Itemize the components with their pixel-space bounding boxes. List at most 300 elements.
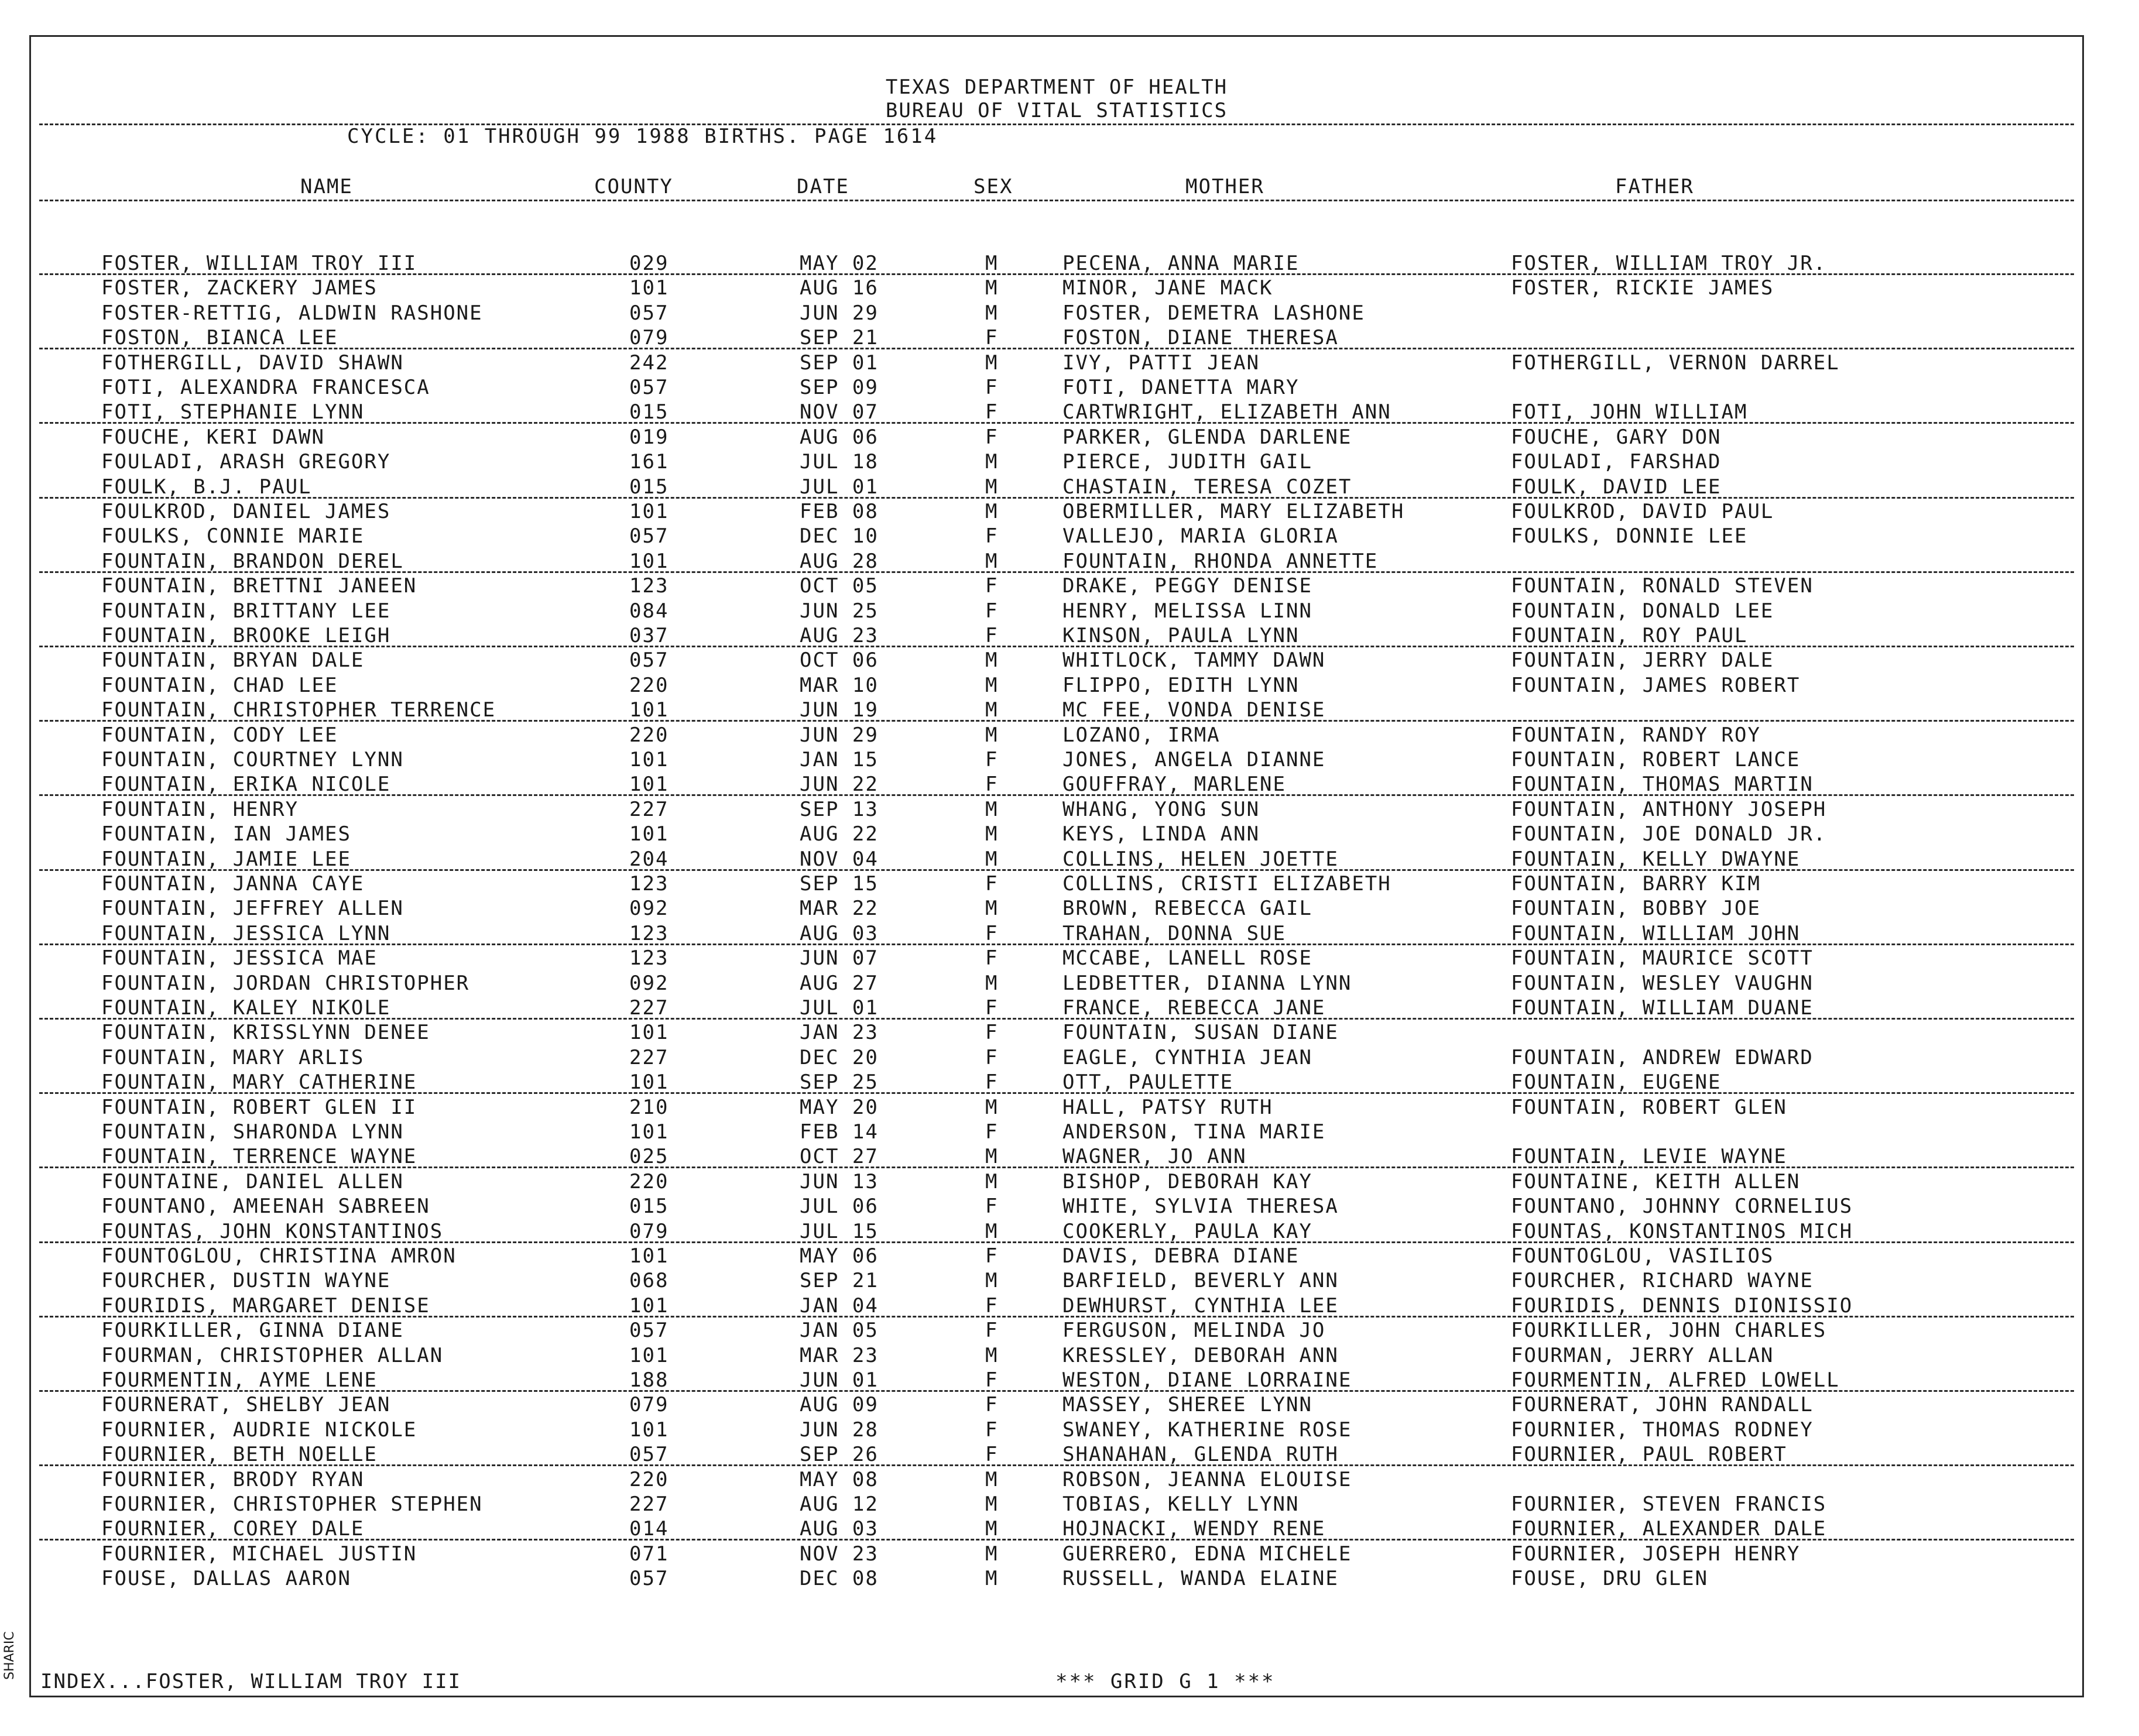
cycle-line: CYCLE: 01 THROUGH 99 1988 BIRTHS. PAGE 1614 (347, 125, 938, 148)
cell-sex: F (985, 624, 999, 647)
cell-mother: WHITLOCK, TAMMY DAWN (1062, 649, 1326, 673)
cell-date: AUG 12 (800, 1493, 879, 1516)
cell-mother: WAGNER, JO ANN (1062, 1145, 1247, 1169)
cell-mother: COOKERLY, PAULA KAY (1062, 1219, 1312, 1243)
table-row (31, 599, 2082, 623)
col-header-mother: MOTHER (1185, 175, 1264, 198)
cell-name: FOURIDIS, MARGARET DENISE (101, 1294, 430, 1318)
table-row (31, 946, 2082, 970)
cell-mother: FRANCE, REBECCA JANE (1062, 996, 1326, 1020)
table-row (31, 1368, 2082, 1392)
cell-county: 057 (629, 1443, 669, 1467)
cell-date: MAR 10 (800, 673, 879, 697)
cell-county: 220 (629, 1467, 669, 1491)
cell-sex: F (985, 1368, 999, 1392)
cell-father: FOURMENTIN, ALFRED LOWELL (1511, 1368, 1840, 1392)
cell-name: FOURNERAT, SHELBY JEAN (101, 1393, 391, 1417)
cell-name: FOULK, B.J. PAUL (101, 475, 312, 499)
cell-father: FOULKROD, DAVID PAUL (1511, 500, 1774, 523)
cell-county: 101 (629, 500, 669, 523)
cell-mother: FOTI, DANETTA MARY (1062, 376, 1300, 399)
cell-sex: M (985, 1467, 999, 1491)
cell-mother: FOSTER, DEMETRA LASHONE (1062, 301, 1365, 325)
cell-name: FOUNTAIN, MARY CATHERINE (101, 1071, 417, 1095)
cell-date: AUG 27 (800, 971, 879, 995)
cell-name: FOURMAN, CHRISTOPHER ALLAN (101, 1343, 444, 1367)
cell-date: JUN 19 (800, 698, 879, 722)
cell-name: FOURNIER, AUDRIE NICKOLE (101, 1418, 417, 1442)
cell-mother: WESTON, DIANE LORRAINE (1062, 1368, 1352, 1392)
row-group-rule (39, 1167, 2074, 1168)
table-row (31, 375, 2082, 400)
document-frame (29, 35, 2084, 1697)
cell-mother: MCCABE, LANELL ROSE (1062, 946, 1312, 970)
row-group-rule (39, 1390, 2074, 1392)
cell-name: FOSTER, ZACKERY JAMES (101, 276, 378, 300)
table-row (31, 896, 2082, 921)
cell-sex: M (985, 1567, 999, 1591)
cell-mother: OTT, PAULETTE (1062, 1071, 1234, 1095)
cell-date: SEP 25 (800, 1071, 879, 1095)
cell-date: MAY 20 (800, 1095, 879, 1119)
table-row (31, 1566, 2082, 1591)
cell-county: 101 (629, 1021, 669, 1045)
cell-mother: MC FEE, VONDA DENISE (1062, 698, 1326, 722)
cell-father: FOUNTAIN, ROBERT GLEN (1511, 1095, 1787, 1119)
cell-father: FOSTER, WILLIAM TROY JR. (1511, 252, 1827, 275)
cell-date: FEB 08 (800, 500, 879, 523)
cell-mother: FOUNTAIN, SUSAN DIANE (1062, 1021, 1339, 1045)
cell-name: FOULKS, CONNIE MARIE (101, 524, 365, 548)
cell-county: 101 (629, 748, 669, 771)
table-row (31, 301, 2082, 325)
cell-sex: F (985, 574, 999, 598)
cell-father: FOUNTAIN, ROBERT LANCE (1511, 748, 1801, 771)
cell-name: FOTI, STEPHANIE LYNN (101, 400, 365, 424)
cell-date: JUN 29 (800, 723, 879, 747)
cell-father: FOUNTAIN, MAURICE SCOTT (1511, 946, 1814, 970)
table-row (31, 1418, 2082, 1442)
cell-mother: KINSON, PAULA LYNN (1062, 624, 1300, 647)
cell-mother: DAVIS, DEBRA DIANE (1062, 1244, 1300, 1268)
cell-sex: M (985, 450, 999, 474)
cell-father: FOURNIER, PAUL ROBERT (1511, 1443, 1787, 1467)
cell-county: 220 (629, 1169, 669, 1193)
cell-mother: LOZANO, IRMA (1062, 723, 1221, 747)
row-group-rule (39, 944, 2074, 945)
cell-father: FOUNTAIN, BOBBY JOE (1511, 897, 1761, 921)
table-row (31, 351, 2082, 375)
cell-date: AUG 03 (800, 921, 879, 945)
cell-name: FOULKROD, DANIEL JAMES (101, 500, 391, 523)
table-row (31, 499, 2082, 524)
cell-county: 015 (629, 475, 669, 499)
cell-county: 071 (629, 1542, 669, 1566)
cell-father: FOUNTAS, KONSTANTINOS MICH (1511, 1219, 1853, 1243)
cell-mother: RUSSELL, WANDA ELAINE (1062, 1567, 1339, 1591)
cell-sex: F (985, 1195, 999, 1219)
header-department: TEXAS DEPARTMENT OF HEALTH (885, 76, 1228, 99)
cell-name: FOUNTAIN, BRYAN DALE (101, 649, 365, 673)
cell-sex: M (985, 500, 999, 523)
cell-county: 101 (629, 1343, 669, 1367)
cell-county: 079 (629, 1219, 669, 1243)
cell-name: FOUNTAIN, ERIKA NICOLE (101, 773, 391, 797)
cell-mother: FLIPPO, EDITH LYNN (1062, 673, 1300, 697)
cell-county: 123 (629, 574, 669, 598)
cell-father: FOUCHE, GARY DON (1511, 425, 1722, 449)
cell-county: 101 (629, 1071, 669, 1095)
cell-sex: F (985, 1443, 999, 1467)
footer-grid: *** GRID G 1 *** (1055, 1670, 1276, 1693)
table-row (31, 1169, 2082, 1194)
table-row (31, 1095, 2082, 1120)
cell-sex: M (985, 1542, 999, 1566)
cell-name: FOURNIER, BETH NOELLE (101, 1443, 378, 1467)
table-row (31, 723, 2082, 747)
cell-date: NOV 07 (800, 400, 879, 424)
cell-county: 220 (629, 673, 669, 697)
cell-date: JUN 25 (800, 599, 879, 623)
table-row (31, 921, 2082, 946)
cell-name: FOUNTAIN, JAMIE LEE (101, 847, 351, 871)
cell-name: FOUNTAIN, BROOKE LEIGH (101, 624, 391, 647)
cell-mother: HOJNACKI, WENDY RENE (1062, 1517, 1326, 1541)
cell-sex: F (985, 1418, 999, 1442)
cell-sex: F (985, 1021, 999, 1045)
cell-date: MAY 02 (800, 252, 879, 275)
cell-mother: GOUFFRAY, MARLENE (1062, 773, 1286, 797)
cell-sex: F (985, 326, 999, 350)
table-row (31, 1294, 2082, 1318)
cell-name: FOUNTANO, AMEENAH SABREEN (101, 1195, 430, 1219)
cell-father: FOUNTAIN, ROY PAUL (1511, 624, 1748, 647)
cell-father: FOULKS, DONNIE LEE (1511, 524, 1748, 548)
cell-date: JUN 01 (800, 1368, 879, 1392)
table-row (31, 1542, 2082, 1566)
cell-date: SEP 26 (800, 1443, 879, 1467)
cell-father: FOUNTAIN, LEVIE WAYNE (1511, 1145, 1787, 1169)
column-header-divider (39, 200, 2074, 201)
cell-county: 015 (629, 400, 669, 424)
cell-name: FOUNTAIN, JORDAN CHRISTOPHER (101, 971, 470, 995)
cell-date: AUG 22 (800, 822, 879, 846)
cell-name: FOTHERGILL, DAVID SHAWN (101, 351, 404, 375)
cell-date: JUL 01 (800, 475, 879, 499)
cell-date: JUN 13 (800, 1169, 879, 1193)
cell-name: FOUNTAIN, CHAD LEE (101, 673, 338, 697)
cell-county: 227 (629, 1493, 669, 1516)
row-group-rule (39, 1018, 2074, 1020)
cell-father: FOURNIER, THOMAS RODNEY (1511, 1418, 1814, 1442)
cell-father: FOUNTAIN, ANTHONY JOSEPH (1511, 797, 1827, 821)
cell-date: MAY 08 (800, 1467, 879, 1491)
cell-date: AUG 09 (800, 1393, 879, 1417)
row-group-rule (39, 794, 2074, 796)
cell-sex: M (985, 1095, 999, 1119)
cell-name: FOUNTAIN, JESSICA LYNN (101, 921, 391, 945)
cell-date: JUN 28 (800, 1418, 879, 1442)
cell-sex: M (985, 276, 999, 300)
cell-mother: JONES, ANGELA DIANNE (1062, 748, 1326, 771)
table-row (31, 1070, 2082, 1095)
cell-mother: BROWN, REBECCA GAIL (1062, 897, 1312, 921)
cell-mother: GUERRERO, EDNA MICHELE (1062, 1542, 1352, 1566)
cell-mother: COLLINS, CRISTI ELIZABETH (1062, 872, 1391, 896)
cell-county: 101 (629, 1244, 669, 1268)
cell-mother: DRAKE, PEGGY DENISE (1062, 574, 1312, 598)
cell-date: JUN 22 (800, 773, 879, 797)
cell-name: FOURCHER, DUSTIN WAYNE (101, 1269, 391, 1293)
cell-date: JUL 15 (800, 1219, 879, 1243)
cell-date: MAY 06 (800, 1244, 879, 1268)
cell-father: FOUNTAIN, WESLEY VAUGHN (1511, 971, 1814, 995)
cell-name: FOURNIER, COREY DALE (101, 1517, 365, 1541)
cell-name: FOUNTAIN, SHARONDA LYNN (101, 1120, 404, 1144)
cell-county: 210 (629, 1095, 669, 1119)
cell-date: JAN 05 (800, 1319, 879, 1343)
cell-father: FOURNIER, ALEXANDER DALE (1511, 1517, 1827, 1541)
cell-sex: F (985, 1120, 999, 1144)
table-row (31, 648, 2082, 673)
cell-mother: BISHOP, DEBORAH KAY (1062, 1169, 1312, 1193)
cell-sex: F (985, 748, 999, 771)
cell-father: FOUNTAIN, WILLIAM JOHN (1511, 921, 1801, 945)
cell-sex: M (985, 1517, 999, 1541)
table-row (31, 1492, 2082, 1517)
cell-mother: MINOR, JANE MACK (1062, 276, 1273, 300)
table-row (31, 1442, 2082, 1467)
cell-county: 123 (629, 946, 669, 970)
cell-date: OCT 06 (800, 649, 879, 673)
cell-sex: F (985, 599, 999, 623)
col-header-date: DATE (797, 175, 849, 198)
cell-county: 019 (629, 425, 669, 449)
table-row (31, 797, 2082, 822)
cell-date: JAN 04 (800, 1294, 879, 1318)
cell-name: FOTI, ALEXANDRA FRANCESCA (101, 376, 430, 399)
table-row (31, 1318, 2082, 1343)
table-row (31, 1120, 2082, 1144)
cell-name: FOUNTAIN, CHRISTOPHER TERRENCE (101, 698, 496, 722)
cell-father: FOUNTAIN, JAMES ROBERT (1511, 673, 1801, 697)
cell-father: FOUNTAIN, THOMAS MARTIN (1511, 773, 1814, 797)
cell-mother: BARFIELD, BEVERLY ANN (1062, 1269, 1339, 1293)
cell-county: 079 (629, 326, 669, 350)
cell-county: 014 (629, 1517, 669, 1541)
cell-name: FOUSE, DALLAS AARON (101, 1567, 351, 1591)
row-group-rule (39, 720, 2074, 722)
cell-name: FOUNTAIN, HENRY (101, 797, 299, 821)
cell-county: 092 (629, 897, 669, 921)
cell-sex: M (985, 1269, 999, 1293)
cell-father: FOUNTANO, JOHNNY CORNELIUS (1511, 1195, 1853, 1219)
cell-sex: M (985, 1343, 999, 1367)
cell-date: JUN 07 (800, 946, 879, 970)
cell-name: FOUNTAIN, BRITTANY LEE (101, 599, 391, 623)
cell-name: FOUNTAIN, KALEY NIKOLE (101, 996, 391, 1020)
cell-date: FEB 14 (800, 1120, 879, 1144)
cell-mother: DEWHURST, CYNTHIA LEE (1062, 1294, 1339, 1318)
cell-date: JUN 29 (800, 301, 879, 325)
row-group-rule (39, 571, 2074, 573)
table-row (31, 1045, 2082, 1070)
cell-county: 101 (629, 276, 669, 300)
cell-county: 101 (629, 1120, 669, 1144)
cell-date: SEP 21 (800, 1269, 879, 1293)
cell-county: 037 (629, 624, 669, 647)
cell-sex: M (985, 301, 999, 325)
row-group-rule (39, 1092, 2074, 1094)
cell-sex: M (985, 252, 999, 275)
cell-county: 079 (629, 1393, 669, 1417)
cell-county: 029 (629, 252, 669, 275)
cell-sex: F (985, 1045, 999, 1069)
table-row (31, 623, 2082, 648)
cell-date: JUL 01 (800, 996, 879, 1020)
cell-sex: F (985, 946, 999, 970)
cell-county: 123 (629, 921, 669, 945)
cell-father: FOURKILLER, JOHN CHARLES (1511, 1319, 1827, 1343)
cell-sex: M (985, 971, 999, 995)
table-row (31, 325, 2082, 350)
cell-county: 161 (629, 450, 669, 474)
cell-father: FOULADI, FARSHAD (1511, 450, 1722, 474)
cell-date: MAR 22 (800, 897, 879, 921)
cell-sex: M (985, 649, 999, 673)
table-row (31, 400, 2082, 424)
cell-sex: M (985, 698, 999, 722)
cell-county: 092 (629, 971, 669, 995)
cell-father: FOUNTAIN, RANDY ROY (1511, 723, 1761, 747)
cell-mother: WHANG, YONG SUN (1062, 797, 1260, 821)
cell-county: 204 (629, 847, 669, 871)
cell-father: FOUSE, DRU GLEN (1511, 1567, 1709, 1591)
table-row (31, 475, 2082, 499)
table-row (31, 276, 2082, 300)
table-row (31, 971, 2082, 996)
cell-date: AUG 16 (800, 276, 879, 300)
cell-mother: PECENA, ANNA MARIE (1062, 252, 1300, 275)
row-group-rule (39, 1316, 2074, 1318)
cell-name: FOURKILLER, GINNA DIANE (101, 1319, 404, 1343)
cell-name: FOUNTOGLOU, CHRISTINA AMRON (101, 1244, 457, 1268)
cell-date: DEC 08 (800, 1567, 879, 1591)
cell-sex: M (985, 797, 999, 821)
cell-county: 057 (629, 1319, 669, 1343)
table-row (31, 1392, 2082, 1417)
cell-sex: F (985, 773, 999, 797)
cell-name: FOUNTAINE, DANIEL ALLEN (101, 1169, 404, 1193)
cell-father: FOURNIER, JOSEPH HENRY (1511, 1542, 1801, 1566)
cell-father: FOUNTOGLOU, VASILIOS (1511, 1244, 1774, 1268)
cell-name: FOUNTAIN, MARY ARLIS (101, 1045, 365, 1069)
row-group-rule (39, 348, 2074, 349)
table-row (31, 747, 2082, 772)
cell-mother: SWANEY, KATHERINE ROSE (1062, 1418, 1352, 1442)
cell-sex: F (985, 524, 999, 548)
cell-father: FOSTER, RICKIE JAMES (1511, 276, 1774, 300)
table-row (31, 1020, 2082, 1045)
table-row (31, 1244, 2082, 1268)
cell-date: DEC 10 (800, 524, 879, 548)
cell-name: FOUNTAIN, JANNA CAYE (101, 872, 365, 896)
cell-name: FOSTON, BIANCA LEE (101, 326, 338, 350)
cell-mother: VALLEJO, MARIA GLORIA (1062, 524, 1339, 548)
table-row (31, 822, 2082, 846)
cell-mother: ANDERSON, TINA MARIE (1062, 1120, 1326, 1144)
cell-name: FOUNTAIN, KRISSLYNN DENEE (101, 1021, 430, 1045)
cell-date: AUG 28 (800, 549, 879, 573)
cell-mother: TRAHAN, DONNA SUE (1062, 921, 1286, 945)
cell-father: FOURIDIS, DENNIS DIONISSIO (1511, 1294, 1853, 1318)
cell-name: FOUNTAIN, CODY LEE (101, 723, 338, 747)
row-group-rule (39, 869, 2074, 871)
row-group-rule (39, 1241, 2074, 1243)
cell-county: 227 (629, 996, 669, 1020)
cell-mother: ROBSON, JEANNA ELOUISE (1062, 1467, 1352, 1491)
header-bureau: BUREAU OF VITAL STATISTICS (885, 99, 1228, 122)
cell-mother: WHITE, SYLVIA THERESA (1062, 1195, 1339, 1219)
footer-index: INDEX...FOSTER, WILLIAM TROY III (40, 1670, 462, 1693)
cell-date: JUL 18 (800, 450, 879, 474)
cell-county: 188 (629, 1368, 669, 1392)
col-header-county: COUNTY (594, 175, 673, 198)
cell-name: FOUNTAIN, JEFFREY ALLEN (101, 897, 404, 921)
cell-mother: SHANAHAN, GLENDA RUTH (1062, 1443, 1339, 1467)
cell-date: SEP 13 (800, 797, 879, 821)
cell-date: JAN 15 (800, 748, 879, 771)
cell-sex: F (985, 1393, 999, 1417)
table-row (31, 673, 2082, 698)
table-row (31, 698, 2082, 722)
cell-sex: M (985, 897, 999, 921)
table-row (31, 574, 2082, 598)
cell-name: FOUNTAIN, JESSICA MAE (101, 946, 378, 970)
col-header-sex: SEX (973, 175, 1013, 198)
cell-mother: EAGLE, CYNTHIA JEAN (1062, 1045, 1312, 1069)
cell-father: FOUNTAIN, JOE DONALD JR. (1511, 822, 1827, 846)
cell-father: FOURCHER, RICHARD WAYNE (1511, 1269, 1814, 1293)
cell-county: 025 (629, 1145, 669, 1169)
cell-father: FOUNTAIN, DONALD LEE (1511, 599, 1774, 623)
cell-county: 242 (629, 351, 669, 375)
cell-sex: F (985, 1071, 999, 1095)
side-label: SHARIC (2, 1631, 17, 1680)
table-row (31, 1467, 2082, 1492)
row-group-rule (39, 497, 2074, 499)
cell-sex: M (985, 723, 999, 747)
cell-mother: OBERMILLER, MARY ELIZABETH (1062, 500, 1405, 523)
cell-sex: F (985, 872, 999, 896)
cell-sex: M (985, 1219, 999, 1243)
cell-county: 015 (629, 1195, 669, 1219)
cell-date: JAN 23 (800, 1021, 879, 1045)
cell-sex: F (985, 376, 999, 399)
cell-father: FOUNTAIN, ANDREW EDWARD (1511, 1045, 1814, 1069)
row-group-rule (39, 646, 2074, 647)
cell-father: FOUNTAIN, EUGENE (1511, 1071, 1722, 1095)
cell-sex: M (985, 673, 999, 697)
table-row (31, 1194, 2082, 1219)
cell-mother: PIERCE, JUDITH GAIL (1062, 450, 1312, 474)
cell-name: FOUNTAIN, BRETTNI JANEEN (101, 574, 417, 598)
cell-father: FOUNTAIN, RONALD STEVEN (1511, 574, 1814, 598)
cell-sex: F (985, 400, 999, 424)
cell-date: AUG 03 (800, 1517, 879, 1541)
cell-father: FOUNTAIN, KELLY DWAYNE (1511, 847, 1801, 871)
cell-name: FOURNIER, MICHAEL JUSTIN (101, 1542, 417, 1566)
